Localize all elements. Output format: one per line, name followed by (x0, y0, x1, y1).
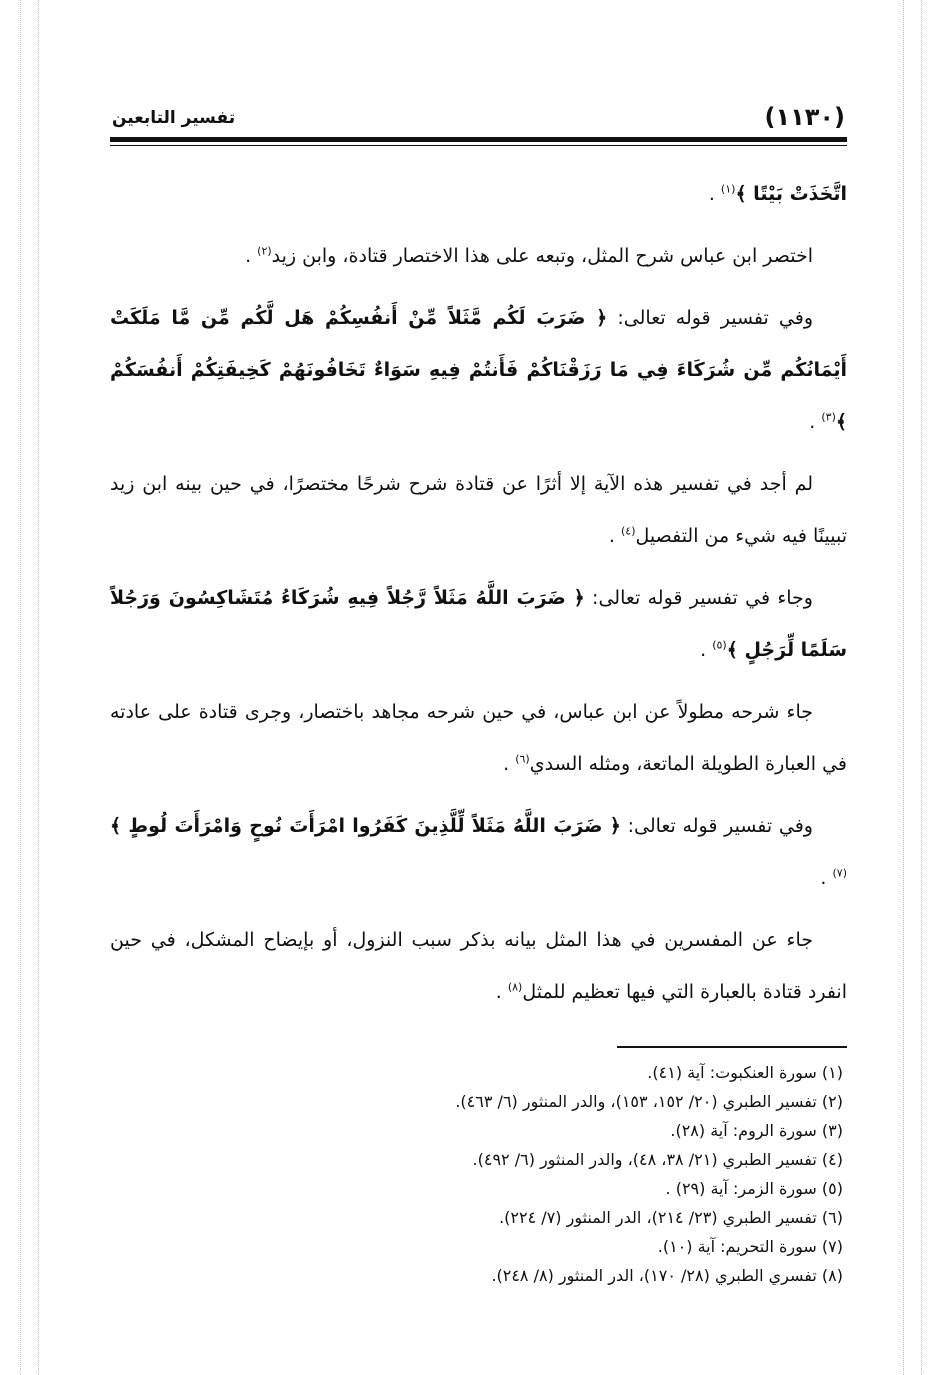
paragraph (110, 914, 847, 1018)
header-rule-thin (110, 145, 847, 146)
footnote-reference: (٢) (257, 244, 272, 258)
paragraph-text: . (820, 867, 833, 889)
paragraph-text: . (245, 245, 258, 267)
header-rule-thick (110, 137, 847, 142)
paragraph (110, 230, 847, 282)
footnote-reference: (١) (720, 182, 736, 196)
paragraph-text: . (700, 639, 713, 661)
paragraph-text: جاء عن المفسرين في هذا المثل بيانه بذكر سبب النزول، أو بإيضاح المشكل، في حين انفرد قتادة بالعبارة التي فيها تعظيم للمثل (110, 929, 847, 1003)
scan-guide-line (903, 0, 904, 1375)
page-body (110, 168, 847, 1018)
scan-guide-line (20, 0, 21, 1375)
scan-guide-line (921, 0, 922, 1375)
quran-verse: ﴿ ضَرَبَ لَكُم مَّثَلاً مِّنْ أَنفُسِكُمْ هَل لَّكُم مِّن مَّا مَلَكَتْ أَيْمَانُكُم مِّن شُرَكَاءَ فِي مَا رَزَقْنَاكُمْ فَأَنتُمْ فِيهِ سَوَاءٌ تَخَافُونَهُمْ كَخِيفَتِكُمْ أَنفُسَكُمْ ﴾ (110, 307, 847, 433)
footnote: (١) سورة العنكبوت: آية (٤١). (647, 1063, 843, 1082)
paragraph-text: . (809, 411, 822, 433)
paragraph (110, 686, 847, 790)
paragraph (110, 292, 847, 448)
footnote-reference: (٤) (620, 524, 636, 538)
footnote-separator (617, 1046, 847, 1048)
footnote-reference: (٧) (832, 866, 847, 880)
footnote-reference: (٣) (821, 410, 836, 424)
footnote-reference: (٦) (515, 752, 530, 766)
quran-verse: ﴿ ضَرَبَ اللَّهُ مَثَلاً لِّلَّذِينَ كَفَرُوا امْرَأَتَ نُوحٍ وَامْرَأَتَ لُوطٍ ﴾ (110, 815, 621, 837)
paragraph-text: جاء شرحه مطولاً عن ابن عباس، في حين شرحه مجاهد باختصار، وجرى قتادة على عادته في العبارة الطويلة الماتعة، ومثله السدي (110, 701, 847, 775)
quran-verse: اتَّخَذَتْ بَيْتًا ﴾ (735, 183, 847, 205)
footnote: (٤) تفسير الطبري (٢١/ ٣٨، ٤٨)، والدر المنثور (٦/ ٤٩٢). (472, 1150, 843, 1169)
paragraph (110, 458, 847, 562)
scan-guide-line (38, 0, 39, 1375)
paragraph-text: . (708, 183, 721, 205)
footnote-reference: (٨) (507, 980, 523, 994)
footnote: (٨) تفسري الطبري (٢٨/ ١٧٠)، الدر المنثور (٨/ ٢٤٨). (491, 1266, 843, 1285)
quran-verse: ﴿ ضَرَبَ اللَّهُ مَثَلاً رَّجُلاً فِيهِ شُرَكَاءُ مُتَشَاكِسُونَ وَرَجُلاً سَلَمًا لِّرَجُلٍ ﴾ (110, 587, 847, 661)
footnote: (٢) تفسير الطبري (٢٠/ ١٥٢، ١٥٣)، والدر المنثور (٦/ ٤٦٣). (455, 1092, 843, 1111)
paragraph (110, 572, 847, 676)
paragraph-text: اختصر ابن عباس شرح المثل، وتبعه على هذا الاختصار قتادة، وابن زيد (271, 245, 813, 267)
paragraph (110, 800, 847, 904)
footnote-reference: (٥) (712, 638, 727, 652)
page-header (110, 85, 847, 131)
paragraph-text: وجاء في تفسير قوله تعالى: (584, 587, 813, 609)
footnote: (٦) تفسير الطبري (٢٣/ ٢١٤)، الدر المنثور (٧/ ٢٢٤). (499, 1208, 843, 1227)
footnotes-list (110, 1058, 847, 1290)
page-number: (١١٣٠) (764, 103, 845, 131)
running-title: تفسير التابعين (112, 108, 236, 128)
book-page (110, 85, 847, 1325)
paragraph-text: . (503, 753, 516, 775)
paragraph-text: . (608, 525, 621, 547)
paragraph-text: وفي تفسير قوله تعالى: (607, 307, 813, 329)
paragraph-text: لم أجد في تفسير هذه الآية إلا أثرًا عن قتادة شرح شرحًا مختصرًا، في حين بينه ابن زيد تبيينًا فيه شيء من التفصيل (110, 473, 847, 547)
footnote: (٥) سورة الزمر: آية (٢٩) . (665, 1179, 843, 1198)
paragraph-text: وفي تفسير قوله تعالى: (620, 815, 813, 837)
paragraph-text: . (495, 981, 508, 1003)
footnote: (٣) سورة الروم: آية (٢٨). (670, 1121, 843, 1140)
footnote: (٧) سورة التحريم: آية (١٠). (657, 1237, 843, 1256)
paragraph (110, 168, 847, 220)
